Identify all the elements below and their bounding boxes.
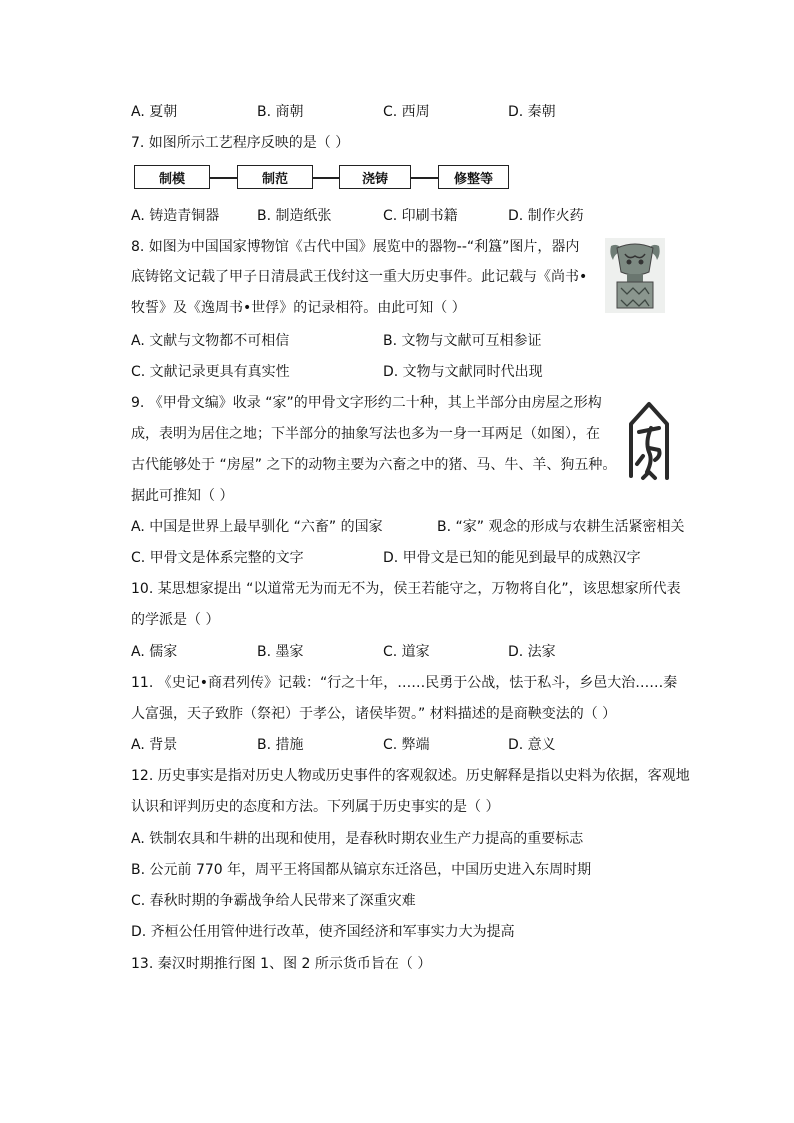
- q11-option-b: B. 措施: [257, 737, 304, 753]
- q9-stem-line-3: 古代能够处于 “房屋” 之下的动物主要为六畜之中的猪、马、牛、羊、狗五种。: [131, 457, 617, 473]
- q6-option-b: B. 商朝: [257, 104, 304, 120]
- flow-step-1: 制模: [134, 165, 210, 189]
- q7-stem: 7. 如图所示工艺程序反映的是（ ）: [131, 135, 350, 151]
- q9-option-b: B. “家” 观念的形成与农耕生活紧密相关: [437, 519, 685, 535]
- q7-option-a: A. 铸造青铜器: [131, 208, 220, 224]
- q11-option-d: D. 意义: [508, 737, 556, 753]
- q12-stem-line-2: 认识和评判历史的态度和方法。下列属于历史事实的是（ ）: [131, 799, 500, 815]
- q9-stem-line-1: 9. 《甲骨文编》收录 “家”的甲骨文字形约二十种，其上半部分由房屋之形构: [131, 395, 602, 411]
- q7-option-c: C. 印刷书籍: [383, 208, 458, 224]
- q8-stem-line-3: 牧誓》及《逸周书•世俘》的记录相符。由此可知（ ）: [131, 300, 466, 316]
- q9-option-a: A. 中国是世界上最早驯化 “六畜” 的国家: [131, 519, 383, 535]
- flow-step-3: 浇铸: [339, 165, 411, 189]
- q10-option-a: A. 儒家: [131, 644, 178, 660]
- q13-stem: 13. 秦汉时期推行图 1、图 2 所示货币旨在（ ）: [131, 956, 432, 972]
- q8-stem-line-1: 8. 如图为中国国家博物馆《古代中国》展览中的器物--“利簋”图片，器内: [131, 239, 580, 255]
- q6-option-c: C. 西周: [383, 104, 430, 120]
- q7-option-b: B. 制造纸张: [257, 208, 332, 224]
- q12-option-a: A. 铁制农具和牛耕的出现和使用，是春秋时期农业生产力提高的重要标志: [131, 831, 584, 847]
- flow-connector: [411, 177, 438, 179]
- q11-stem-line-2: 人富强，天子致胙（祭祀）于孝公，诸侯毕贺。” 材料描述的是商鞅变法的（ ）: [131, 706, 617, 722]
- q9-stem-line-4: 据此可推知（ ）: [131, 488, 234, 504]
- q6-option-d: D. 秦朝: [508, 104, 556, 120]
- q10-stem-line-2: 的学派是（ ）: [131, 612, 220, 628]
- q8-option-a: A. 文献与文物都不可相信: [131, 333, 290, 349]
- q11-stem-line-1: 11. 《史记•商君列传》记载：“行之十年，……民勇于公战，怯于私斗，乡邑大治……秦: [131, 675, 678, 691]
- q7-option-d: D. 制作火药: [508, 208, 584, 224]
- q11-option-a: A. 背景: [131, 737, 178, 753]
- q6-option-a: A. 夏朝: [131, 104, 178, 120]
- q8-stem-line-2: 底铸铭文记载了甲子日清晨武王伐纣这一重大历史事件。此记载与《尚书•: [131, 269, 588, 285]
- q9-option-d: D. 甲骨文是已知的能见到最早的成熟汉字: [383, 550, 641, 566]
- q9-stem-line-2: 成，表明为居住之地；下半部分的抽象写法也多为一身一耳两足（如图），在: [131, 426, 600, 442]
- flow-connector: [210, 177, 237, 179]
- oracle-bone-jia-icon: [625, 398, 673, 484]
- flow-connector: [313, 177, 339, 179]
- q12-option-b: B. 公元前 770 年，周平王将国都从镐京东迁洛邑，中国历史进入东周时期: [131, 862, 592, 878]
- q10-option-c: C. 道家: [383, 644, 430, 660]
- flow-step-2: 制范: [237, 165, 313, 189]
- bronze-vessel-icon: [605, 238, 665, 313]
- q10-option-d: D. 法家: [508, 644, 556, 660]
- q10-stem-line-1: 10. 某思想家提出 “以道常无为而无不为，侯王若能守之，万物将自化”，该思想家所代表: [131, 581, 681, 597]
- q8-option-b: B. 文物与文献可互相参证: [383, 333, 542, 349]
- q8-option-c: C. 文献记录更具有真实性: [131, 364, 290, 380]
- q12-stem-line-1: 12. 历史事实是指对历史人物或历史事件的客观叙述。历史解释是指以史料为依据，客观地: [131, 768, 690, 784]
- q12-option-c: C. 春秋时期的争霸战争给人民带来了深重灾难: [131, 893, 416, 909]
- q11-option-c: C. 弊端: [383, 737, 430, 753]
- flow-step-4: 修整等: [438, 165, 509, 189]
- q10-option-b: B. 墨家: [257, 644, 304, 660]
- q8-option-d: D. 文物与文献同时代出现: [383, 364, 543, 380]
- q9-option-c: C. 甲骨文是体系完整的文字: [131, 550, 304, 566]
- q12-option-d: D. 齐桓公任用管仲进行改革，使齐国经济和军事实力大为提高: [131, 924, 515, 940]
